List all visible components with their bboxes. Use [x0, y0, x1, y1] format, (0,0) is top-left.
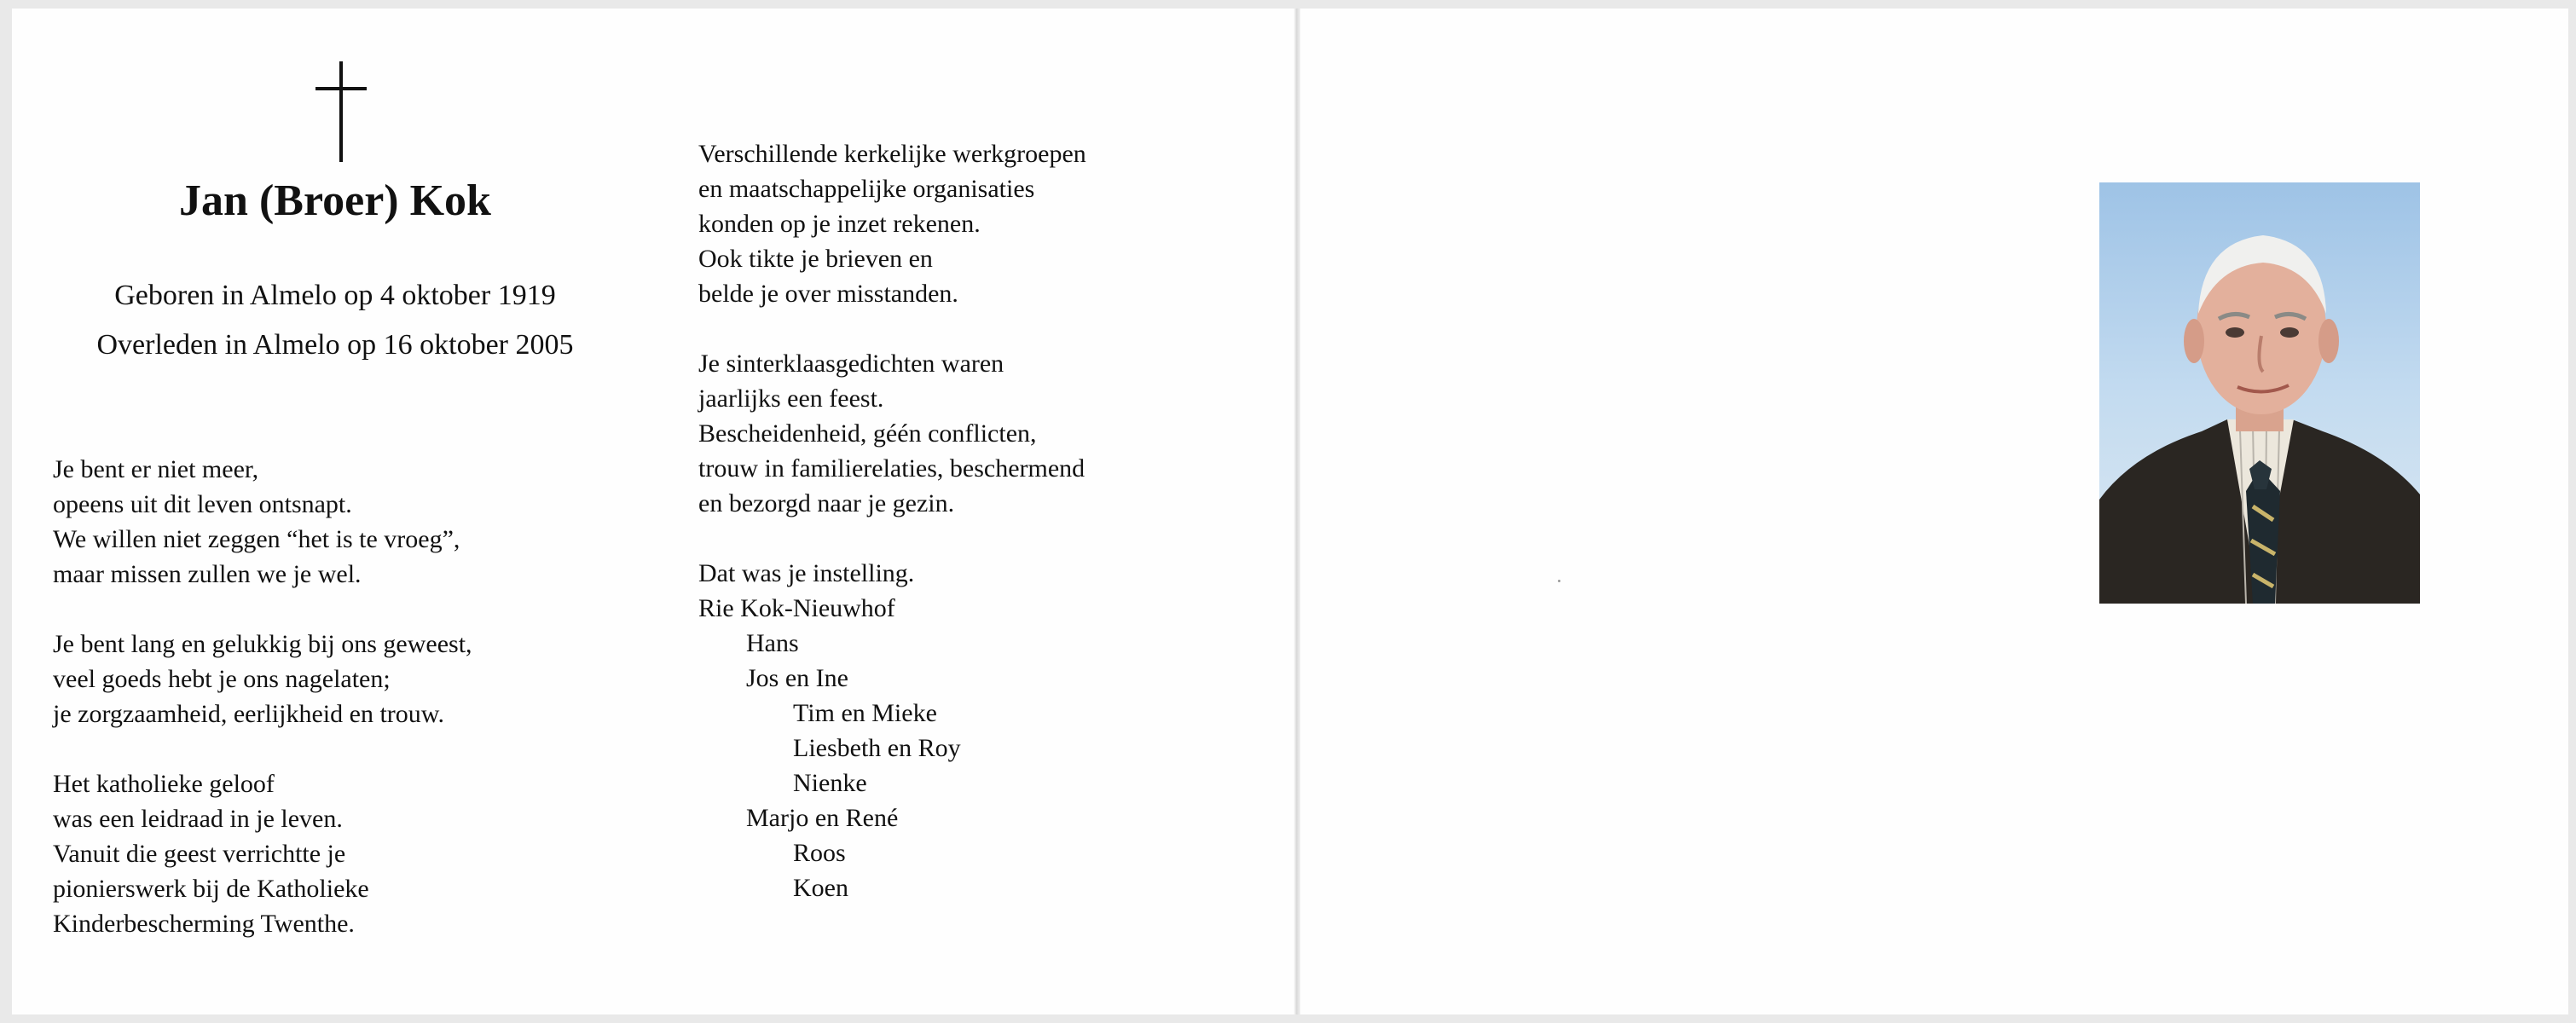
verse-line: Het katholieke geloof: [53, 770, 275, 798]
family-list: [698, 591, 1086, 905]
poem-right-stanza: [698, 346, 1086, 521]
family-member: Marjo en René: [746, 804, 899, 832]
poem-right-column: [698, 136, 1086, 905]
poem-left-column: [53, 452, 472, 941]
verse-line: Verschillende kerkelijke werkgroepen: [698, 140, 1086, 168]
death-line: Overleden in Almelo op 16 oktober 2005: [96, 329, 574, 361]
verse-line: jaarlijks een feest.: [698, 384, 884, 413]
deceased-name: Jan (Broer) Kok: [179, 176, 491, 225]
verse-line: je zorgzaamheid, eerlijkheid en trouw.: [53, 700, 444, 728]
poem-right-stanza: [698, 556, 1086, 591]
family-member: Rie Kok-Nieuwhof: [698, 594, 895, 622]
paper-speck: [1558, 580, 1560, 582]
verse-line: Dat was je instelling.: [698, 559, 915, 587]
verse-line: Je sinterklaasgedichten waren: [698, 350, 1004, 378]
verse-line: opeens uit dit leven ontsnapt.: [53, 490, 352, 518]
verse-line: konden op je inzet rekenen.: [698, 210, 981, 238]
verse-line: pionierswerk bij de Katholieke: [53, 875, 369, 903]
family-member: Jos en Ine: [746, 664, 848, 692]
poem-left-stanza: [53, 766, 472, 941]
verse-line: en maatschappelijke organisaties: [698, 175, 1035, 203]
verse-line: belde je over misstanden.: [698, 280, 958, 308]
verse-line: Kinderbescherming Twenthe.: [53, 910, 355, 938]
card-fold: [1294, 9, 1300, 1014]
verse-line: Je bent er niet meer,: [53, 455, 259, 483]
verse-line: Bescheidenheid, géén conflicten,: [698, 419, 1037, 448]
verse-line: was een leidraad in je leven.: [53, 805, 343, 833]
cross-icon: [315, 61, 367, 162]
life-dates: [46, 271, 624, 370]
verse-line: trouw in familierelaties, beschermend: [698, 454, 1085, 483]
family-member: Koen: [793, 874, 848, 902]
poem-left-stanza: [53, 452, 472, 592]
poem-right-stanza: [698, 136, 1086, 311]
portrait-photo: [2099, 182, 2420, 604]
verse-line: Je bent lang en gelukkig bij ons geweest,: [53, 630, 472, 658]
poem-left-stanza: [53, 627, 472, 731]
family-member: Nienke: [793, 769, 867, 797]
family-member: Hans: [746, 629, 799, 657]
memorial-card: [12, 9, 2568, 1014]
verse-line: We willen niet zeggen “het is te vroeg”,: [53, 525, 460, 553]
family-member: Roos: [793, 839, 846, 867]
birth-line: Geboren in Almelo op 4 oktober 1919: [114, 280, 556, 311]
verse-line: Ook tikte je brieven en: [698, 245, 933, 273]
verse-line: Vanuit die geest verrichtte je: [53, 840, 346, 868]
verse-line: en bezorgd naar je gezin.: [698, 489, 955, 517]
family-member: Tim en Mieke: [793, 699, 937, 727]
family-member: Liesbeth en Roy: [793, 734, 961, 762]
verse-line: maar missen zullen we je wel.: [53, 560, 362, 588]
verse-line: veel goeds hebt je ons nagelaten;: [53, 665, 391, 693]
